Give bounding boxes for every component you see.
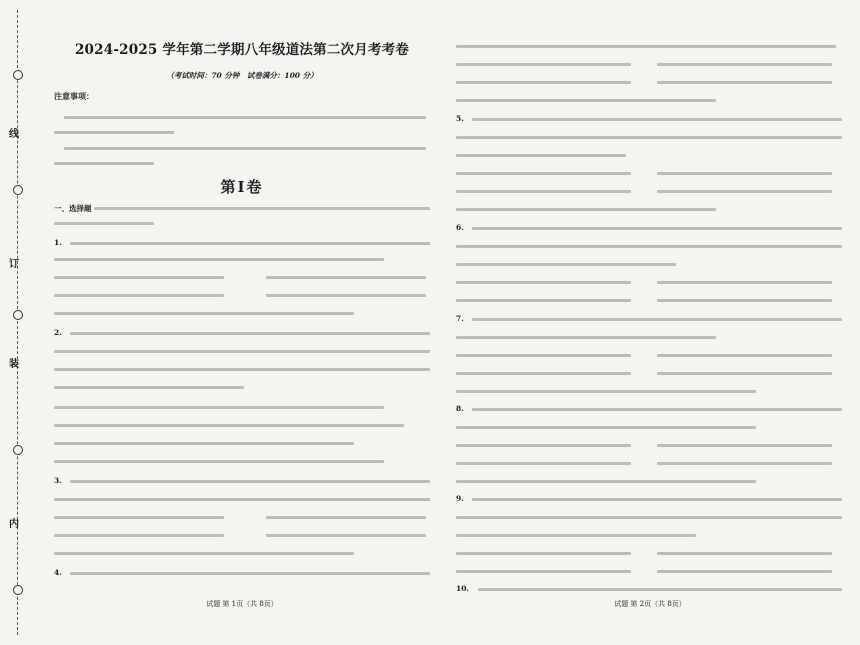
question-text-line xyxy=(472,408,842,411)
question-text-line xyxy=(54,498,430,501)
question-text-line xyxy=(54,368,430,371)
question-text-line xyxy=(54,350,430,353)
question-start: 1. xyxy=(54,238,62,247)
option-line xyxy=(456,354,631,357)
question-text-line xyxy=(54,258,384,261)
question-start: 2. xyxy=(54,328,62,337)
question-start: 3. xyxy=(54,476,62,485)
option-line xyxy=(266,294,426,297)
question-text-line xyxy=(456,263,676,266)
option-line xyxy=(657,190,832,193)
option-line xyxy=(657,444,832,447)
option-line xyxy=(54,552,354,555)
binding-hole-marker xyxy=(13,185,23,195)
binding-label-lower: 装 xyxy=(9,359,19,370)
option-line xyxy=(657,299,832,302)
exam-page-2 xyxy=(452,0,848,645)
question-text-line xyxy=(456,45,836,48)
option-line xyxy=(657,172,832,175)
option-line xyxy=(54,442,354,445)
option-line xyxy=(54,294,224,297)
question-text-line xyxy=(472,227,842,230)
exam-subtitle: （考试时间：70 分钟 试卷满分：100 分） xyxy=(166,71,318,80)
question-text-line xyxy=(54,222,154,225)
notice-line-1-cont xyxy=(54,131,174,134)
option-line xyxy=(54,312,354,315)
option-line xyxy=(54,276,224,279)
option-line xyxy=(266,534,426,537)
option-line xyxy=(456,570,631,573)
option-line xyxy=(657,281,832,284)
option-line xyxy=(456,462,631,465)
binding-label-top: 线 xyxy=(9,129,19,140)
question-text-line xyxy=(456,136,842,139)
option-line xyxy=(456,444,631,447)
binding-label-mid: 订 xyxy=(9,259,19,270)
binding-hole-marker xyxy=(13,310,23,320)
exam-page-1 xyxy=(46,0,438,645)
option-line xyxy=(657,570,832,573)
binding-hole-marker xyxy=(13,445,23,455)
question-start: 9. xyxy=(456,494,464,503)
question-text-line xyxy=(456,534,696,537)
option-line xyxy=(266,276,426,279)
question-start: 4. xyxy=(54,568,62,577)
option-line xyxy=(657,552,832,555)
question-text-line xyxy=(472,118,842,121)
notice-line-1 xyxy=(64,116,426,119)
binding-cut-line xyxy=(17,10,18,635)
option-line xyxy=(54,534,224,537)
question-start: 6. xyxy=(456,223,464,232)
binding-label-bottom: 内 xyxy=(9,519,19,530)
option-line xyxy=(456,81,631,84)
question-start: 一、选择题 xyxy=(54,204,92,213)
option-line xyxy=(456,552,631,555)
option-line xyxy=(456,281,631,284)
question-text-line xyxy=(70,480,430,483)
option-line xyxy=(657,372,832,375)
question-text-line xyxy=(54,386,244,389)
question-text-line xyxy=(478,588,842,591)
question-start: 5. xyxy=(456,114,464,123)
option-line xyxy=(456,63,631,66)
question-text-line xyxy=(456,426,756,429)
binding-hole-marker xyxy=(13,70,23,80)
notice-line-2-cont xyxy=(54,162,154,165)
binding-margin xyxy=(0,0,34,645)
page-footer: 试题 第 2页（共 8页） xyxy=(614,600,686,608)
option-line xyxy=(456,172,631,175)
option-line xyxy=(657,462,832,465)
question-text-line xyxy=(456,154,626,157)
option-line xyxy=(456,372,631,375)
option-line xyxy=(456,190,631,193)
question-start: 8. xyxy=(456,404,464,413)
option-line xyxy=(456,99,716,102)
question-text-line xyxy=(456,336,716,339)
option-line xyxy=(657,81,832,84)
option-line xyxy=(456,299,631,302)
question-text-line xyxy=(94,207,430,210)
question-text-line xyxy=(456,516,842,519)
option-line xyxy=(456,390,756,393)
question-text-line xyxy=(70,242,430,245)
question-start: 10. xyxy=(456,584,470,593)
option-line xyxy=(456,208,716,211)
option-line xyxy=(657,354,832,357)
option-line xyxy=(54,516,224,519)
page-footer: 试题 第 1页（共 8页） xyxy=(206,600,278,608)
question-text-line xyxy=(472,498,842,501)
question-text-line xyxy=(70,572,430,575)
option-line xyxy=(456,480,756,483)
notice-line-2 xyxy=(64,147,426,150)
option-line xyxy=(266,516,426,519)
section-title: 第Ⅰ卷 xyxy=(220,178,264,196)
binding-hole-marker xyxy=(13,585,23,595)
question-text-line xyxy=(472,318,842,321)
notice-heading: 注意事项： xyxy=(54,91,94,101)
option-line xyxy=(54,460,384,463)
question-start: 7. xyxy=(456,314,464,323)
option-line xyxy=(54,406,384,409)
question-text-line xyxy=(70,332,430,335)
option-line xyxy=(54,424,404,427)
exam-title: 2024-2025 学年第二学期八年级道法第二次月考考卷 xyxy=(74,42,410,58)
option-line xyxy=(657,63,832,66)
question-text-line xyxy=(456,245,842,248)
